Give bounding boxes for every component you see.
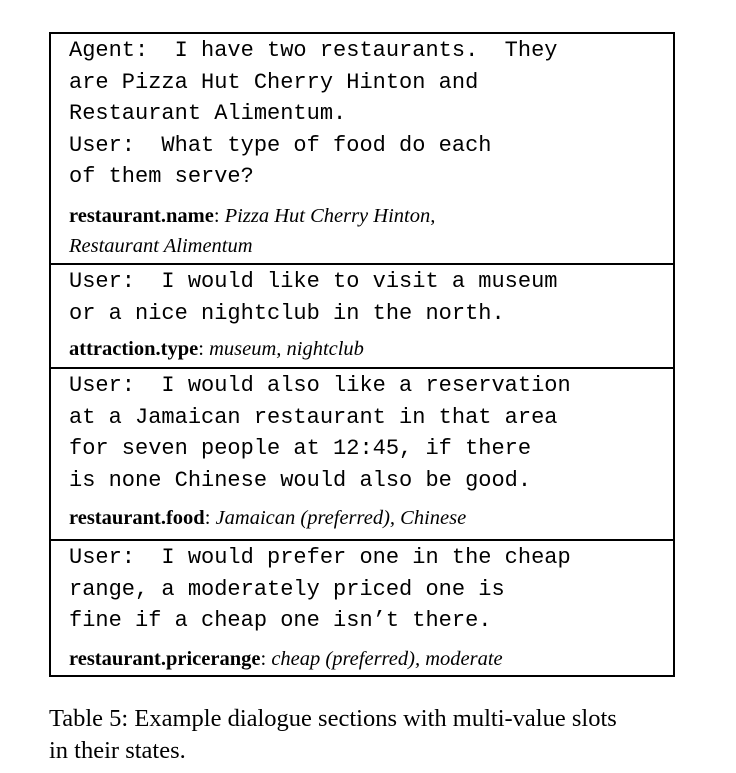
slot-separator: : <box>204 507 216 529</box>
dialogue-line: User: I would also like a reservation <box>69 373 571 398</box>
slot-name: restaurant.pricerange <box>69 648 261 670</box>
slot-value: Restaurant Alimentum <box>69 235 253 257</box>
caption-line: Table 5: Example dialogue sections with multi-value slots <box>49 705 617 732</box>
dialogue-table <box>49 32 675 677</box>
dialogue-line: for seven people at 12:45, if there <box>69 436 532 461</box>
caption-line: in their states. <box>49 737 186 764</box>
table-caption <box>49 703 729 767</box>
slot-value: Pizza Hut Cherry Hinton, <box>224 205 436 227</box>
dialogue-line: User: What type of food do each <box>69 132 492 158</box>
dialogue-line: is none Chinese would also be good. <box>69 467 532 493</box>
slot-value: museum, nightclub <box>209 338 364 360</box>
dialogue-section-1 <box>51 34 673 263</box>
slot-value: cheap (preferred), moderate <box>271 648 503 670</box>
slot-state <box>69 644 503 674</box>
slot-name: attraction.type <box>69 338 199 360</box>
dialogue-line: are Pizza Hut Cherry Hinton and <box>69 69 479 95</box>
dialogue-text <box>69 370 571 496</box>
slot-name: restaurant.name <box>69 205 214 227</box>
dialogue-text <box>69 35 557 193</box>
dialogue-line: Agent: I have two restaurants. They <box>69 38 558 63</box>
slot-separator: : <box>213 205 225 227</box>
slot-separator: : <box>260 648 272 670</box>
slot-value: Jamaican (preferred), Chinese <box>215 507 467 529</box>
dialogue-line: range, a moderately priced one is <box>69 576 505 602</box>
dialogue-text <box>69 266 557 329</box>
dialogue-line: of them serve? <box>69 164 254 189</box>
dialogue-line: User: I would like to visit a museum <box>69 269 558 294</box>
slot-state <box>69 334 364 364</box>
dialogue-line: fine if a cheap one isn’t there. <box>69 608 492 633</box>
dialogue-line: or a nice nightclub in the north. <box>69 300 505 326</box>
dialogue-section-4 <box>51 539 673 675</box>
dialogue-line: at a Jamaican restaurant in that area <box>69 404 558 430</box>
dialogue-section-2 <box>51 263 673 367</box>
dialogue-line: Restaurant Alimentum. <box>69 101 347 126</box>
dialogue-line: User: I would prefer one in the cheap <box>69 545 571 570</box>
dialogue-section-3 <box>51 367 673 539</box>
slot-name: restaurant.food <box>69 507 205 529</box>
slot-separator: : <box>198 338 210 360</box>
slot-state <box>69 201 435 261</box>
slot-state <box>69 503 466 533</box>
dialogue-text <box>69 542 571 637</box>
